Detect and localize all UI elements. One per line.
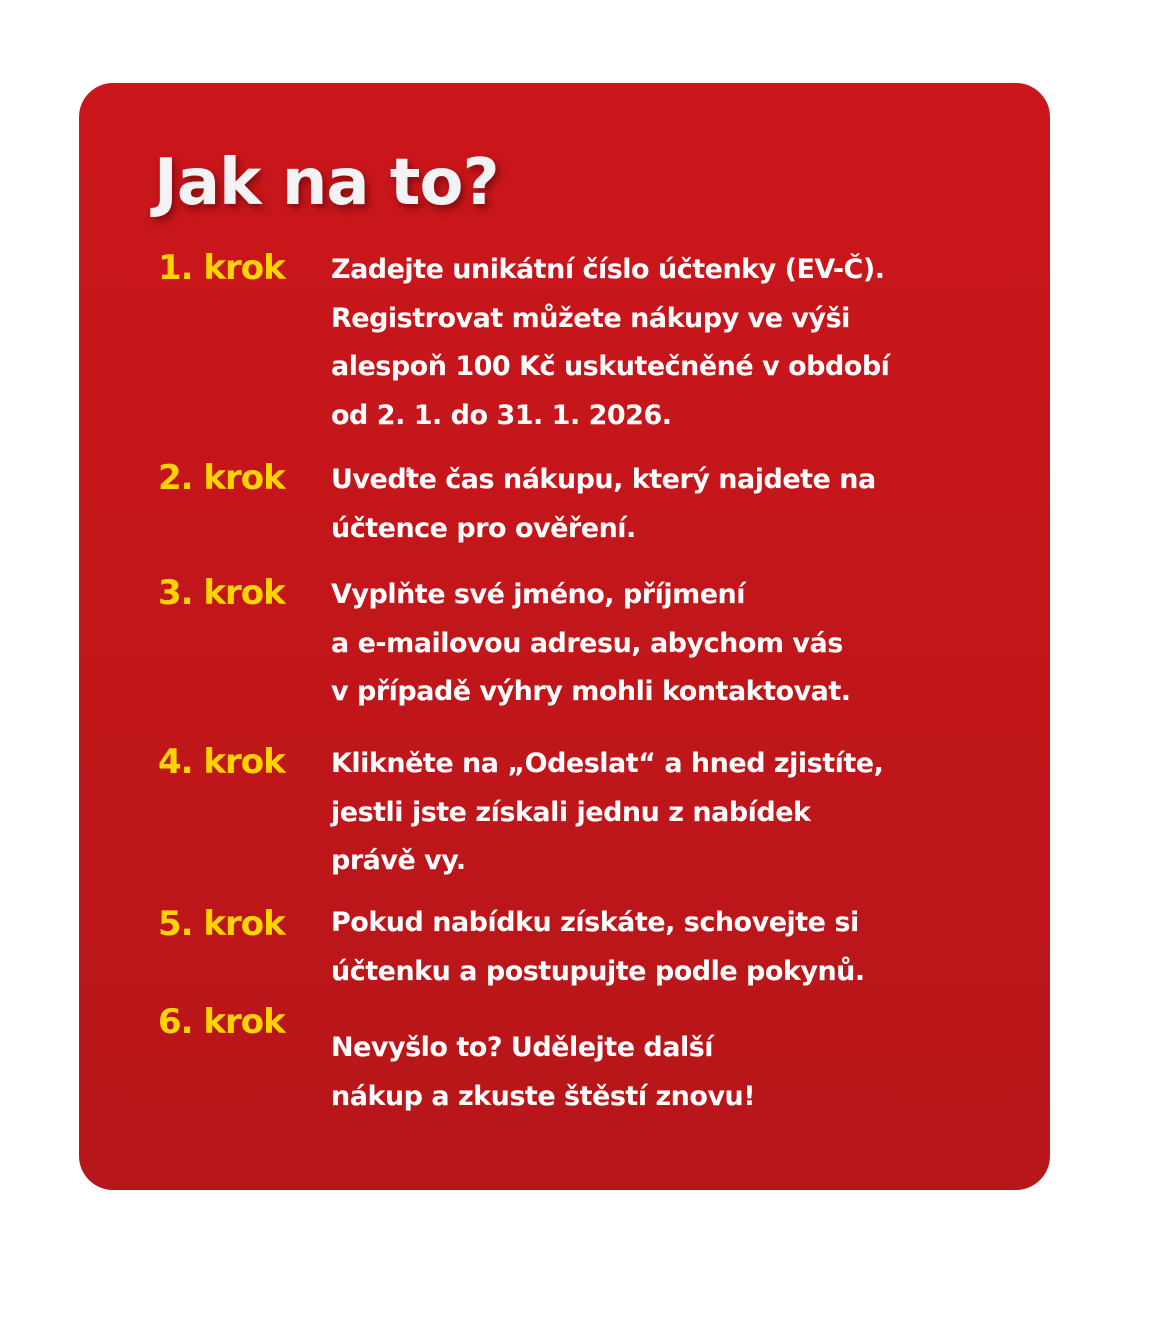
- step-6-line: nákup a zkuste štěstí znovu!: [331, 1080, 756, 1112]
- step-2-text: [331, 456, 1031, 553]
- step-6-line: Nevyšlo to? Udělejte další: [331, 1032, 714, 1063]
- step-2-line: účtence pro ověření.: [331, 512, 636, 544]
- step-3-text: [331, 571, 1031, 717]
- step-1-label: 1. krok: [158, 248, 285, 288]
- step-5-line: účtenku a postupujte podle pokynů.: [331, 955, 865, 987]
- step-4-line: Klikněte na „Odeslat“ a hned zjistíte,: [331, 748, 884, 779]
- step-1-line: od 2. 1. do 31. 1. 2026.: [331, 399, 672, 431]
- step-1-text: [331, 246, 1031, 440]
- step-3-line: a e-mailovou adresu, abychom vás: [331, 627, 843, 659]
- step-1-line: alespoň 100 Kč uskutečněné v období: [331, 351, 890, 382]
- step-4-text: [331, 740, 1031, 886]
- step-4-line: jestli jste získali jednu z nabídek: [331, 796, 811, 828]
- step-4-label: 4. krok: [158, 742, 285, 782]
- step-5-text: [331, 899, 1031, 996]
- step-1-line: Zadejte unikátní číslo účtenky (EV-Č).: [331, 254, 885, 285]
- step-6-label: 6. krok: [158, 1002, 285, 1042]
- step-4-line: právě vy.: [331, 845, 466, 876]
- step-3-label: 3. krok: [158, 573, 285, 613]
- step-2-label: 2. krok: [158, 458, 285, 498]
- page-title: Jak na to?: [154, 146, 499, 220]
- step-6-text: [331, 1024, 1031, 1121]
- step-5-line: Pokud nabídku získáte, schovejte si: [331, 907, 859, 938]
- step-5-label: 5. krok: [158, 904, 285, 944]
- step-1-line: Registrovat můžete nákupy ve výši: [331, 302, 850, 334]
- step-2-line: Uveďte čas nákupu, který najdete na: [331, 464, 876, 495]
- step-3-line: v případě výhry mohli kontaktovat.: [331, 676, 851, 707]
- step-3-line: Vyplňte své jméno, příjmení: [331, 579, 746, 610]
